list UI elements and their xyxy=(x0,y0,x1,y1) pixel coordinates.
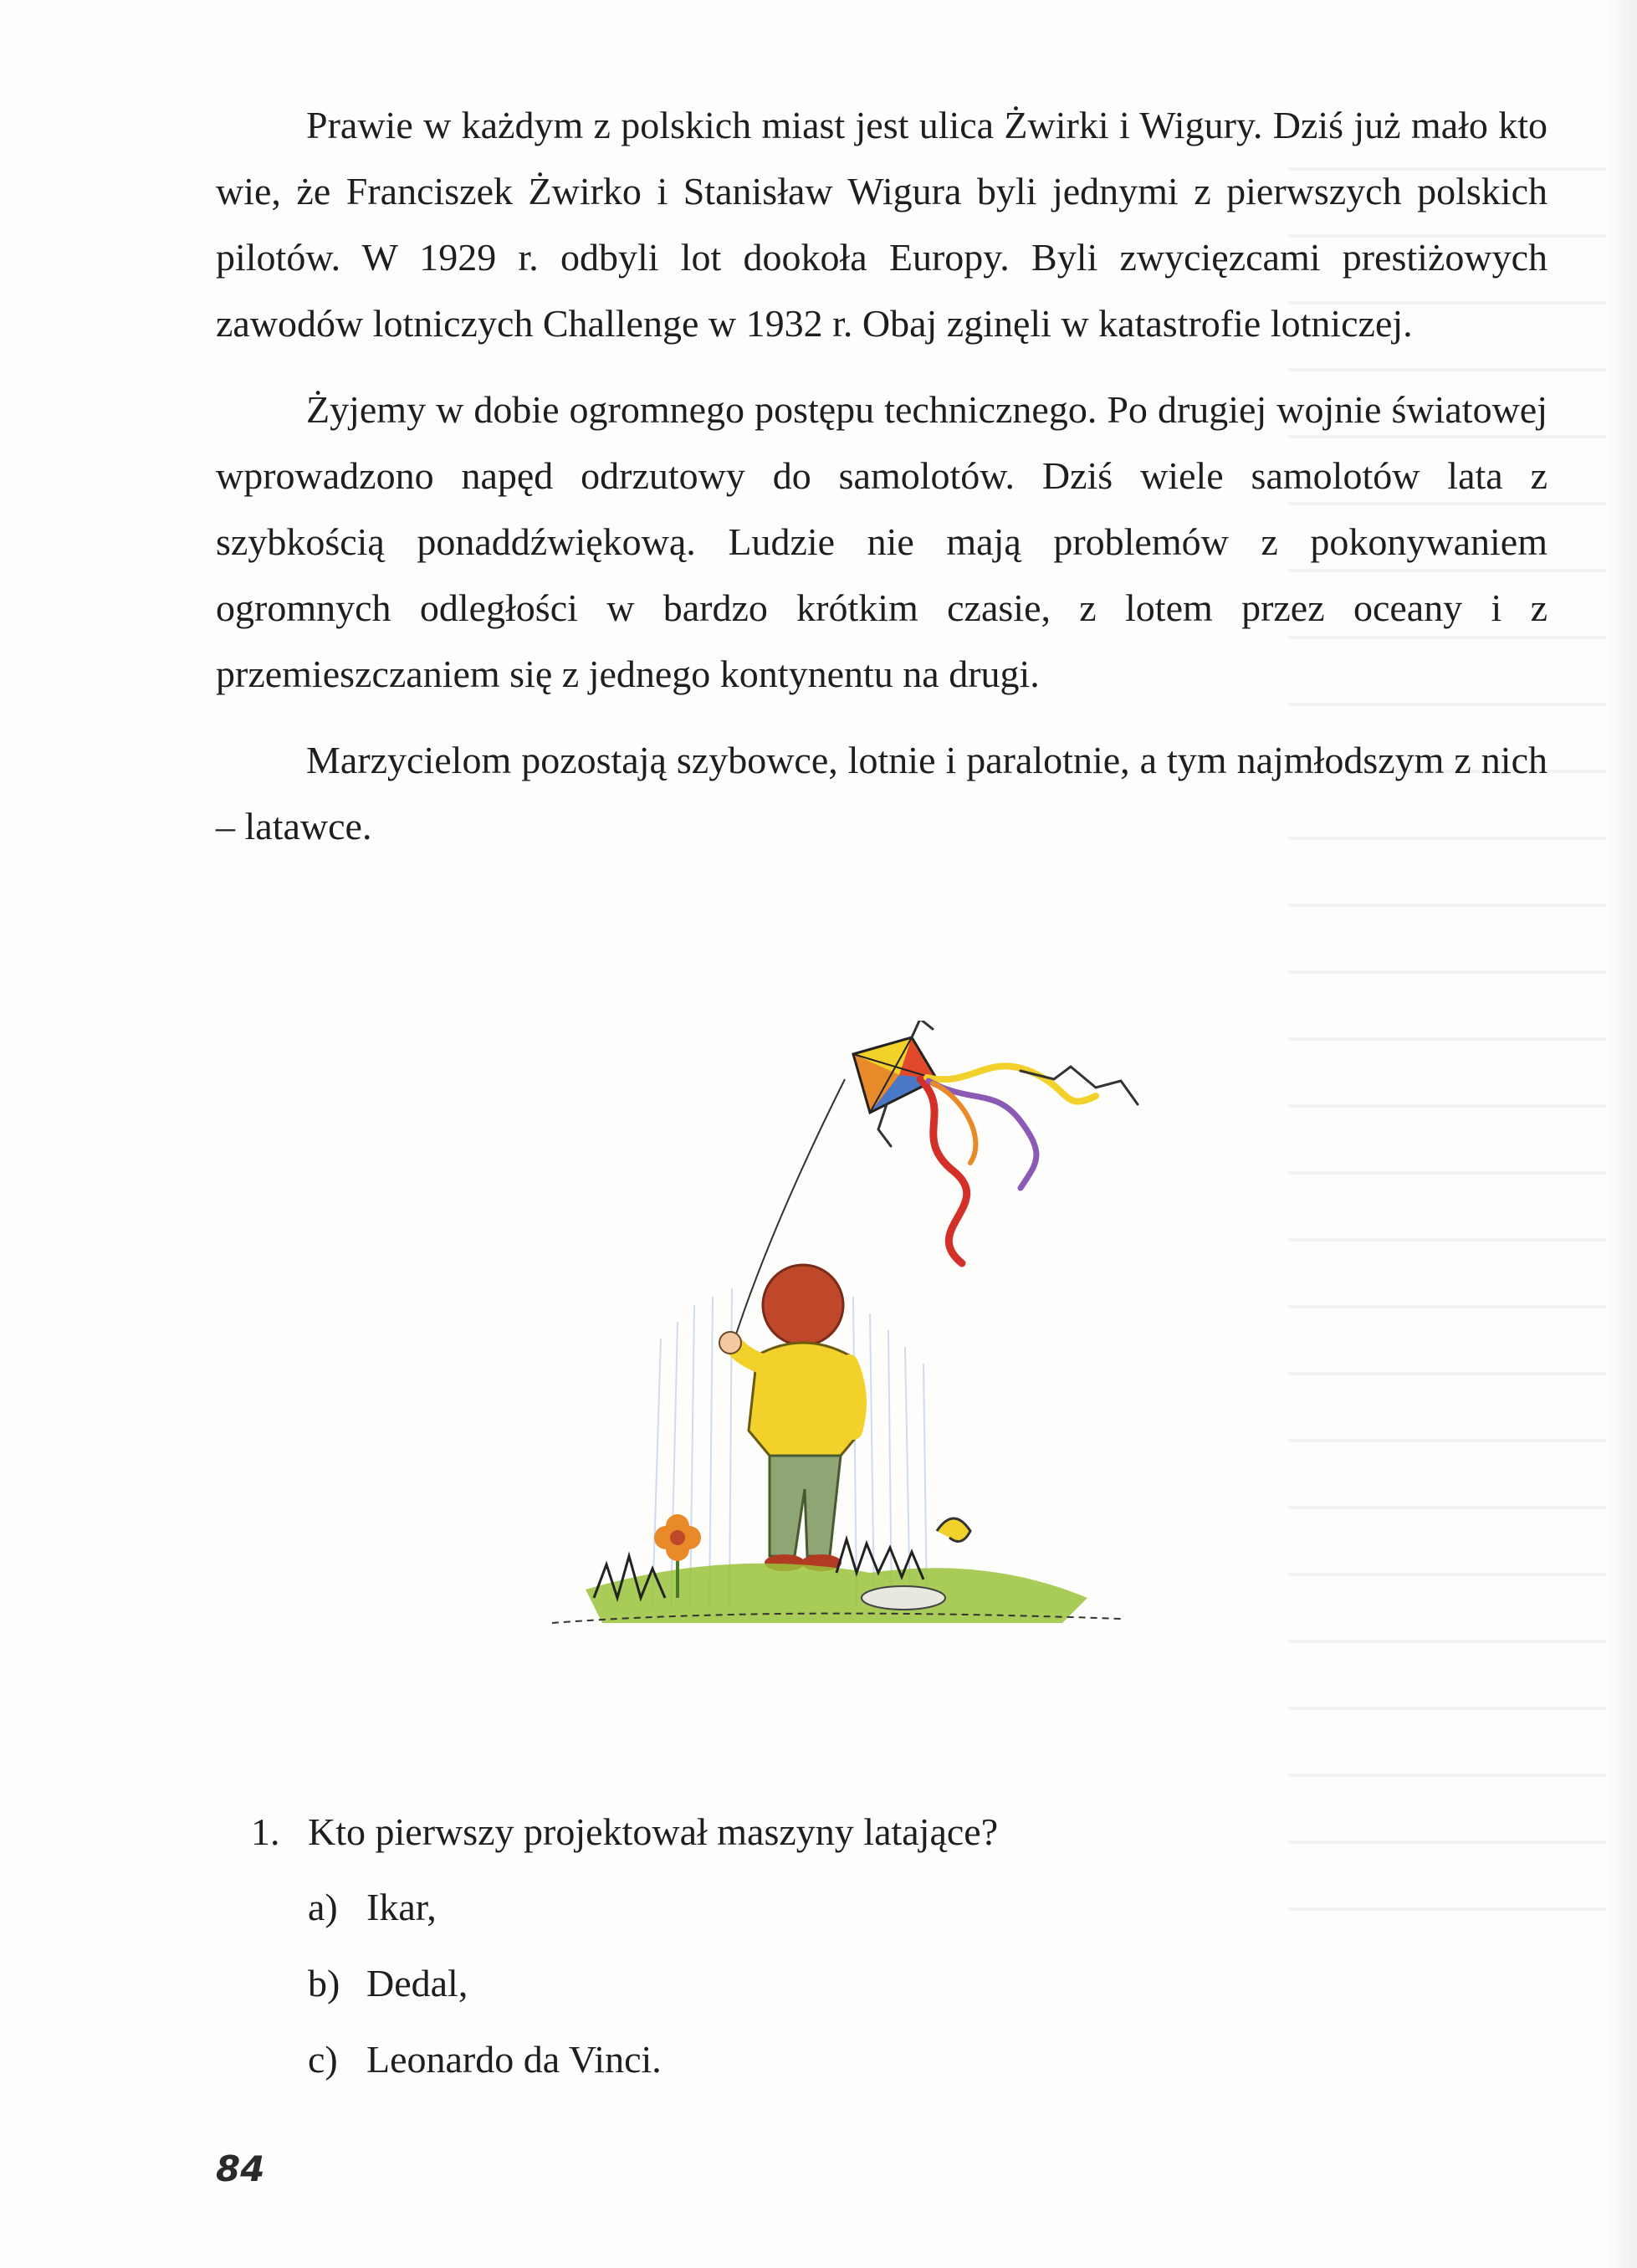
paragraph-1: Prawie w każdym z polskich miast jest ulica Żwirki i Wigury. Dziś już mało kto wie, że Franciszek Żwirko i Stanisław Wigura byli jednymi z pierwszych polskich pilotów. W 1929 r. odbyli lot dookoła Europy. Byli zwycięzcami prestiżowych zawodów lotniczych Challenge w 1932 r. Obaj zginęli w katastrofie lotniczej. xyxy=(216,104,1547,345)
answer-text: Ikar, xyxy=(366,1886,437,1928)
kite xyxy=(853,1037,937,1113)
page-edge-shadow xyxy=(1607,0,1637,2268)
answer-b[interactable] xyxy=(308,1958,1422,2009)
answer-letter: c) xyxy=(308,2038,338,2081)
page-number: 84 xyxy=(216,2148,265,2189)
paragraph-3: Marzycielom pozostają szybowce, lotnie i paralotnie, a tym najmłodszym z nich – latawce. xyxy=(216,739,1547,847)
answer-a[interactable] xyxy=(308,1882,1422,1933)
body-text xyxy=(216,92,1547,879)
answer-list xyxy=(251,1882,1422,2085)
answer-letter: b) xyxy=(308,1962,340,2004)
snail xyxy=(937,1518,970,1542)
kite-boy-drawing xyxy=(519,1021,1171,1656)
question-section xyxy=(251,1807,1422,2111)
answer-text: Leonardo da Vinci. xyxy=(366,2038,662,2081)
answer-text: Dedal, xyxy=(366,1962,468,2004)
boy xyxy=(719,1265,862,1571)
question-number: 1. xyxy=(251,1810,280,1853)
paragraph-2: Żyjemy w dobie ogromnego postępu technicznego. Po drugiej wojnie światowej wprowadzono napęd odrzutowy do samolotów. Dziś wiele samolotów lata z szybkością ponaddźwiękową. Ludzie nie mają problemów z pokonywaniem ogromnych odległości w bardzo krótkim czasie, z lotem przez oceany i z przemieszczaniem się z jednego kontynentu na drugi. xyxy=(216,388,1547,695)
kite-boy-illustration xyxy=(519,1021,1171,1656)
question-text: Kto pierwszy projektował maszyny latające? xyxy=(308,1810,999,1853)
answer-c[interactable] xyxy=(308,2035,1422,2085)
question-1 xyxy=(251,1807,1422,1857)
answer-letter: a) xyxy=(308,1886,338,1928)
grass xyxy=(552,1539,1121,1623)
